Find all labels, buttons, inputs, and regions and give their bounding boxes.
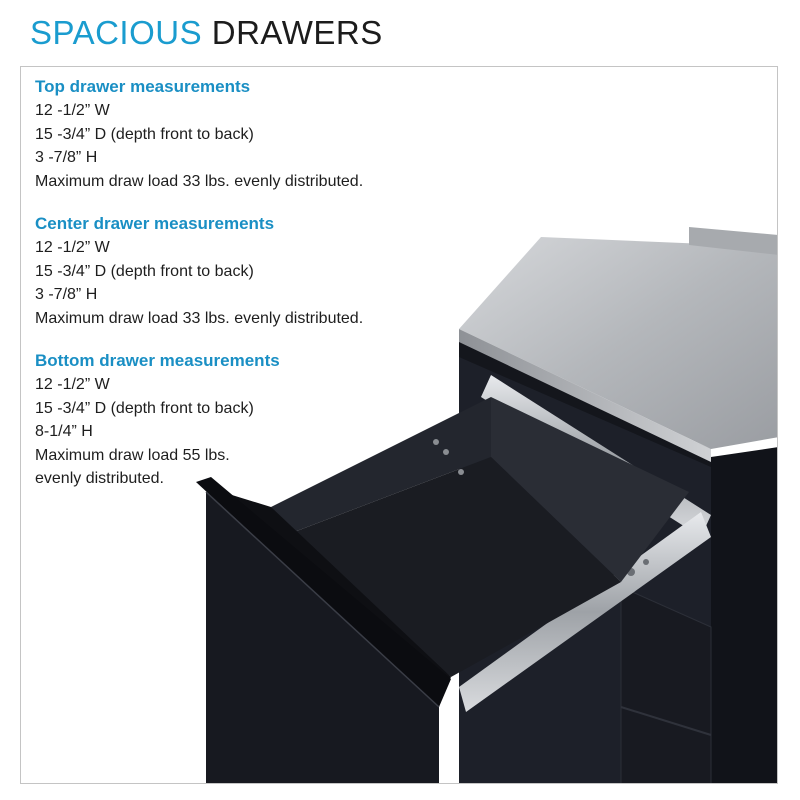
spec-line: 15 -3/4” D (depth front to back) xyxy=(35,399,254,417)
spec-heading: Center drawer measurements xyxy=(35,214,275,233)
spec-line: evenly distributed. xyxy=(35,470,164,487)
spec-list xyxy=(35,75,455,510)
spec-heading: Bottom drawer measurements xyxy=(35,351,280,370)
title-rest: DRAWERS xyxy=(211,14,383,51)
spec-heading: Top drawer measurements xyxy=(35,77,251,96)
spec-line: 12 -1/2” W xyxy=(35,102,110,119)
spec-line: 12 -1/2” W xyxy=(35,239,110,256)
spec-line: 15 -3/4” D (depth front to back) xyxy=(35,262,254,280)
product-panel xyxy=(20,66,778,784)
spec-line: 3 -7/8” H xyxy=(35,149,98,166)
spec-group-bottom xyxy=(35,349,455,491)
spec-line: 12 -1/2” W xyxy=(35,376,110,393)
title-accent: SPACIOUS xyxy=(30,14,203,51)
spec-line: Maximum draw load 33 lbs. evenly distributed. xyxy=(35,309,364,327)
page-title xyxy=(30,14,383,52)
spec-line: Maximum draw load 55 lbs. xyxy=(35,446,230,464)
spec-line: Maximum draw load 33 lbs. evenly distributed. xyxy=(35,172,364,190)
spec-group-center xyxy=(35,212,455,330)
spec-line: 3 -7/8” H xyxy=(35,286,98,303)
cabinet-front xyxy=(711,447,778,784)
spec-group-top xyxy=(35,75,455,193)
spec-line: 8-1/4” H xyxy=(35,423,93,440)
spec-line: 15 -3/4” D (depth front to back) xyxy=(35,125,254,143)
